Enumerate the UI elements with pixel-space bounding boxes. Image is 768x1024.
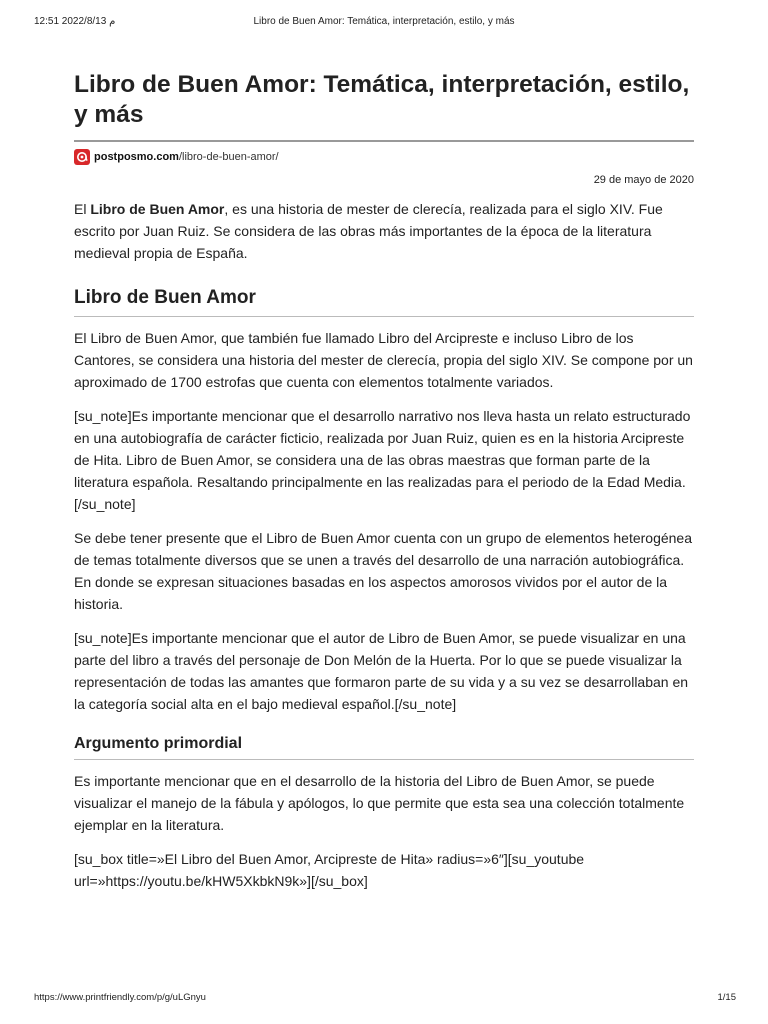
paragraph-note: [su_note]Es importante mencionar que el autor de Libro de Buen Amor, se puede visualizar en una parte del libro a través del personaje de Don Melón de la Huerta. Por lo que se puede visualizar la representación de todas las amantes que formaron parte de su vida y a su vez se desarrollaban en la categoría social alta en el bajo medieval español.[/su_note] bbox=[74, 630, 689, 712]
publish-date: 29 de mayo de 2020 bbox=[593, 174, 694, 186]
paragraph: Es importante mencionar que en el desarrollo de la historia del Libro de Buen Amor, se puede visualizar el manejo de la fábula y apólogos, lo que permite que esta sea una colección totalmente ejemplar en la literatura. bbox=[74, 773, 685, 833]
print-header bbox=[0, 16, 768, 32]
article-title: Libro de Buen Amor: Temática, interpretación, estilo, y más bbox=[74, 70, 694, 142]
paragraph-shortcode: [su_box title=»El Libro del Buen Amor, Arcipreste de Hita» radius=»6″][su_youtube url=»https://youtu.be/kHW5XkbkN9k»][/su_box] bbox=[74, 851, 585, 889]
section-heading-libro: Libro de Buen Amor bbox=[74, 286, 694, 317]
paragraph-note: [su_note]Es importante mencionar que el desarrollo narrativo nos lleva hasta un relato estructurado en una autobiografía de carácter ficticio, realizada por Juan Ruiz, quien es en la historia Arcipreste de Hita. Libro de Buen Amor, se considera una de las obras maestras que forman parte de la literatura española. Resaltando principalmente en las realizadas para el periodo de la Edad Media.[/su_note] bbox=[74, 408, 691, 512]
source-link[interactable] bbox=[94, 151, 279, 163]
intro-bold-title: Libro de Buen Amor bbox=[90, 201, 225, 217]
postposmo-logo-icon bbox=[74, 149, 90, 165]
intro-suffix: , es una historia de mester de clerecía, realizada para el siglo XIV. Fue escrito por Juan Ruiz. Se considera de las obras más importantes de la época de la literatura medieval propia de España. bbox=[74, 201, 663, 261]
print-page-title: Libro de Buen Amor: Temática, interpretación, estilo, y más bbox=[253, 16, 515, 27]
print-url: https://www.printfriendly.com/p/g/uLGnyu bbox=[34, 992, 206, 1003]
intro-paragraph bbox=[74, 198, 694, 264]
print-footer bbox=[0, 992, 768, 1006]
paragraph: Se debe tener presente que el Libro de Buen Amor cuenta con un grupo de elementos heterogénea de temas totalmente diversos que se unen a través del desarrollo de una narración autobiográfica. En donde se expresan situaciones basadas en los aspectos amorosos vividos por el autor de la historia. bbox=[74, 530, 693, 612]
article bbox=[74, 70, 694, 904]
intro-prefix: El bbox=[74, 201, 91, 217]
source-path: /libro-de-buen-amor/ bbox=[178, 151, 279, 163]
print-timestamp: 12:51 2022/8/13 م bbox=[34, 16, 116, 27]
paragraph: El Libro de Buen Amor, que también fue llamado Libro del Arcipreste e incluso Libro de los Cantores, se considera una historia del mester de clerecía, propia del siglo XIV. Se compone por un aproximado de 1700 estrofas que cuenta con elementos totalmente variados. bbox=[74, 330, 693, 390]
section-heading-argumento: Argumento primordial bbox=[74, 733, 694, 760]
source-line bbox=[74, 148, 694, 166]
source-domain: postposmo.com bbox=[94, 151, 179, 163]
page-number: 1/15 bbox=[717, 992, 736, 1003]
